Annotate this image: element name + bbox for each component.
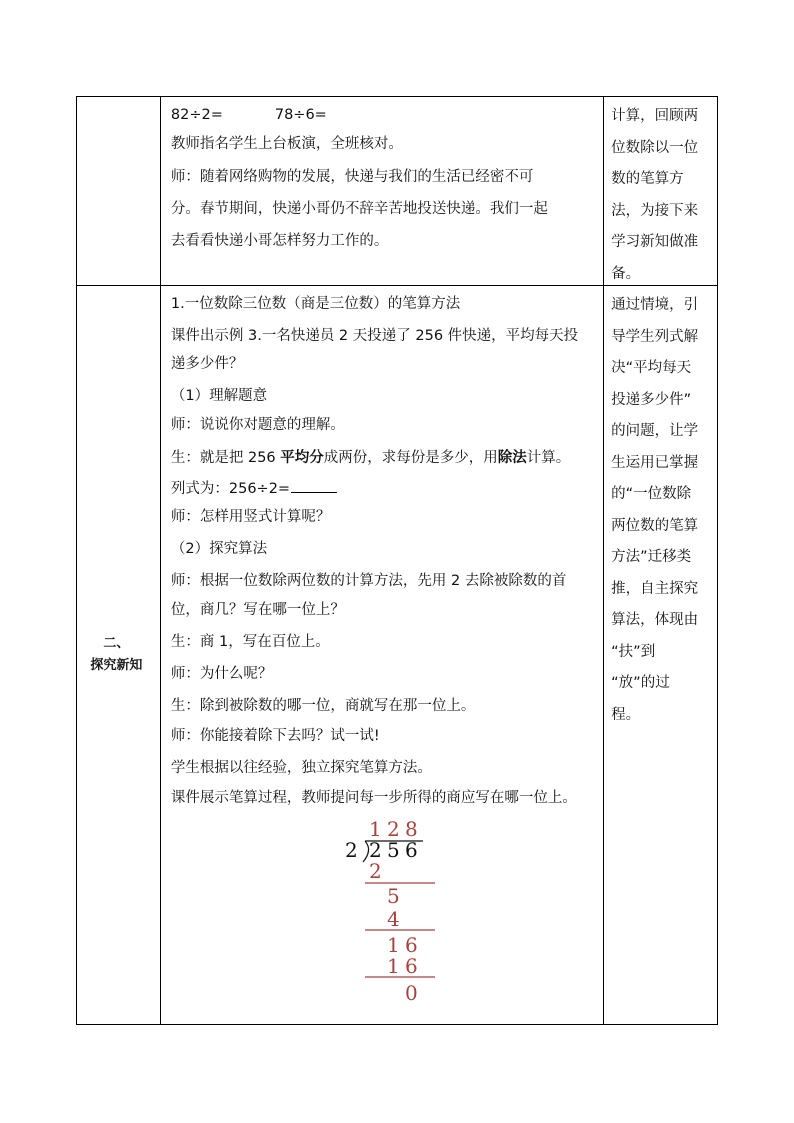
note-line: 的问题，让学	[611, 423, 699, 439]
text-line: （2）探究算法	[170, 541, 268, 557]
text-line: 师：说说你对题意的理解。	[170, 417, 345, 433]
section-cell	[77, 286, 161, 1024]
text-line: 递多少件？	[170, 356, 244, 372]
text-line: （1）理解题意	[170, 388, 268, 404]
note-line: 的“一位数除	[611, 486, 692, 502]
dividend-digit: 5	[386, 838, 400, 862]
final-remainder: 0	[404, 981, 418, 1005]
text-line: 师：你能接着除下去吗？试一试!	[170, 728, 380, 744]
note-line: 计算，回顾两	[611, 108, 699, 124]
note-line: 位数除以一位	[611, 139, 699, 156]
note-line: 生运用已掌握	[611, 454, 699, 471]
content-cell-explore	[161, 286, 604, 1024]
step-remainder: 5	[386, 884, 400, 908]
note-line: 推，自主探究	[611, 580, 699, 597]
text-line: 师：为什么呢？	[170, 666, 273, 682]
step-product: 1	[386, 954, 400, 978]
step-product: 2	[368, 859, 382, 883]
text-line: 1.一位数除三位数（商是三位数）的笔算方法	[170, 296, 461, 312]
note-line: “放”的过	[611, 675, 670, 691]
note-line: 程。	[611, 706, 641, 723]
note-line: 方法”迁移类	[611, 549, 692, 565]
note-line: 通过情境，引	[611, 297, 699, 313]
dividend-digit: 6	[404, 838, 418, 862]
quotient-digit: 1	[368, 817, 382, 841]
note-line: 决“平均每天	[611, 360, 692, 376]
section-number: 二、	[103, 636, 130, 651]
note-line: 数的笔算方	[611, 171, 684, 187]
design-note-cell	[604, 97, 718, 285]
note-line: 算法，体现由	[611, 612, 699, 628]
divisor: 2	[344, 838, 358, 862]
quotient-digit: 8	[404, 817, 418, 841]
text-line: 教师指名学生上台板演，全班核对。	[170, 136, 403, 152]
text-line: 列式为：256÷2=	[171, 478, 337, 499]
keyword-division: 除法	[497, 450, 527, 466]
exercise-line	[171, 105, 327, 125]
division-bracket	[363, 841, 369, 862]
section-title: 探究新知	[90, 658, 143, 673]
text-line: 生：除到被除数的哪一位，商就写在那一位上。	[170, 698, 476, 714]
text-line: 课件出示例 3.一名快递员 2 天投递了 256 件快递，平均每天投	[170, 328, 579, 344]
text-line: 生：就是把 256 平均分成两份，求每份是多少，用除法计算。	[170, 450, 571, 466]
note-line: 投递多少件”	[611, 391, 692, 408]
note-line: 两位数的笔算	[611, 517, 699, 534]
answer-blank	[291, 478, 337, 493]
note-line: 学习新知做准	[611, 234, 699, 250]
text-line: 课件展示笔算过程，教师提问每一步所得的商应写在哪一位上。	[170, 790, 577, 806]
step-remainder: 1	[386, 933, 400, 957]
text-line: 分。春节期间，快递小哥仍不辞辛苦地投送快递。我们一起	[170, 201, 548, 217]
note-line: 导学生列式解	[611, 328, 699, 345]
table-row-review	[76, 96, 718, 286]
exercise-1: 82÷2=	[170, 107, 223, 123]
text-line: 去看看快递小哥怎样努力工作的。	[170, 233, 389, 249]
table-row-explore	[76, 286, 718, 1025]
note-line: 法，为接下来	[611, 202, 699, 219]
step-remainder: 6	[404, 933, 418, 957]
note-line: 备。	[611, 265, 641, 282]
text-line: 师：根据一位数除两位数的计算方法，先用 2 去除被除数的首	[170, 573, 567, 589]
note-line: “扶”到	[611, 643, 656, 660]
long-division-figure	[344, 816, 451, 1012]
text-line: 师：随着网络购物的发展，快递与我们的生活已经密不可	[170, 169, 534, 185]
text-line: 师：怎样用竖式计算呢？	[170, 509, 331, 525]
quotient-digit: 2	[386, 817, 400, 841]
dividend-digit: 2	[368, 838, 382, 862]
keyword-equal-parts: 平均分	[280, 450, 324, 466]
content-cell-review	[161, 97, 604, 285]
text-line: 位，商几？写在哪一位上？	[170, 602, 345, 618]
text-line: 学生根据以往经验，独立探究笔算方法。	[170, 760, 432, 776]
exercise-2: 78÷6=	[274, 107, 327, 123]
step-product: 6	[404, 954, 418, 978]
lesson-table	[76, 96, 718, 1025]
section-cell-empty	[77, 97, 161, 285]
text-line: 生：商 1，写在百位上。	[170, 634, 330, 650]
step-product: 4	[386, 907, 400, 931]
design-note-cell	[604, 286, 718, 1024]
